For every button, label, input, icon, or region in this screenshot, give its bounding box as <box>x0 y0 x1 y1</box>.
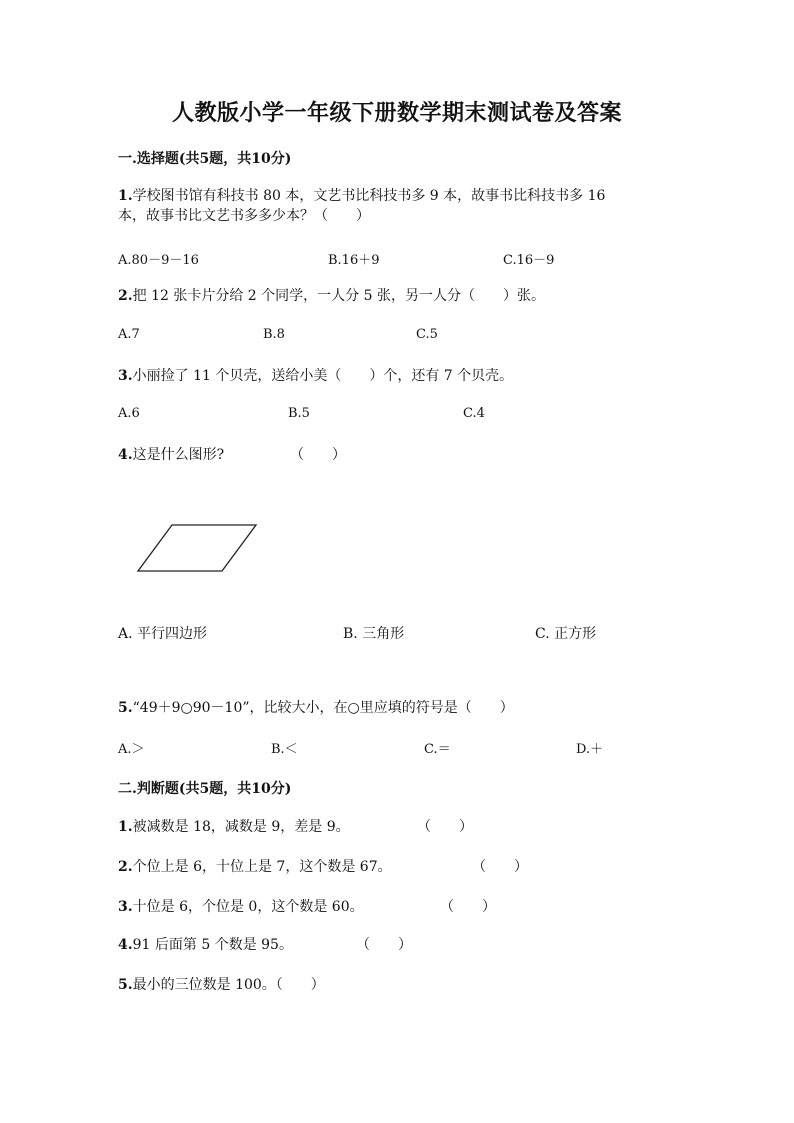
option-b: B.8 <box>263 327 285 342</box>
answer-paren: （ ） <box>440 899 496 915</box>
question-number: 2. <box>118 859 133 875</box>
question-text: 最小的三位数是 100。 <box>132 977 276 993</box>
question-number: 4. <box>118 937 133 953</box>
question-number: 2. <box>118 288 133 304</box>
option-a: A. 平行四边形 <box>118 626 208 642</box>
option-b: B.5 <box>288 406 310 421</box>
question-number: 4. <box>118 447 133 463</box>
question-5 <box>118 698 514 718</box>
option-a: A.＞ <box>118 742 145 757</box>
question-text: 小丽捡了 11 个贝壳，送给小美（ ）个，还有 7 个贝壳。 <box>132 368 514 384</box>
question-1-line1 <box>118 186 605 206</box>
question-text: 学校图书馆有科技书 80 本，文艺书比科技书多 9 本，故事书比科技书多 16 <box>132 188 606 204</box>
option-d: D.＋ <box>576 742 604 757</box>
question-text: “49＋9○90－10”，比较大小，在○里应填的符号是（ ） <box>132 700 514 716</box>
section-heading-choice: 一.选择题(共5题，共10分) <box>118 151 292 167</box>
judgement-item <box>118 935 293 955</box>
option-c: C.＝ <box>424 742 451 757</box>
option-b: B.16＋9 <box>328 253 380 268</box>
section-heading-judgement: 二.判断题(共5题，共10分) <box>118 781 292 797</box>
question-number: 3. <box>118 899 133 915</box>
parallelogram-shape <box>138 525 256 571</box>
judgement-item <box>118 897 364 917</box>
question-3 <box>118 366 513 386</box>
judgement-item <box>118 857 392 877</box>
question-text: 把 12 张卡片分给 2 个同学，一人分 5 张，另一人分（ ）张。 <box>132 288 545 304</box>
answer-paren: （ ） <box>472 859 528 875</box>
question-number: 1. <box>118 819 133 835</box>
question-text: 被减数是 18，减数是 9，差是 9。 <box>132 819 350 835</box>
option-c: C.16－9 <box>503 253 555 268</box>
option-a: A.80－9－16 <box>118 253 199 268</box>
answer-paren: （ ） <box>356 937 412 953</box>
answer-paren: （ ） <box>275 977 325 993</box>
question-4 <box>118 445 224 465</box>
option-b: B. 三角形 <box>343 626 405 642</box>
question-number: 1. <box>118 188 133 204</box>
option-c: C.5 <box>416 327 438 342</box>
question-text: 这是什么图形? <box>132 447 225 463</box>
question-text: 91 后面第 5 个数是 95。 <box>132 937 293 953</box>
question-1-line2: 本，故事书比文艺书多多少本？（ ） <box>118 208 370 224</box>
question-2 <box>118 286 545 306</box>
answer-paren: （ ） <box>417 819 473 835</box>
option-a: A.7 <box>118 327 140 342</box>
option-c: C. 正方形 <box>535 626 597 642</box>
answer-paren: （ ） <box>290 447 346 463</box>
parallelogram-figure <box>134 520 260 576</box>
option-c: C.4 <box>463 406 485 421</box>
question-number: 5. <box>118 977 133 993</box>
question-number: 5. <box>118 700 133 716</box>
question-text: 十位是 6，个位是 0，这个数是 60。 <box>132 899 364 915</box>
judgement-item <box>118 975 325 995</box>
judgement-item <box>118 817 350 837</box>
question-number: 3. <box>118 368 133 384</box>
page-title: 人教版小学一年级下册数学期末测试卷及答案 <box>171 100 622 126</box>
option-a: A.6 <box>118 406 140 421</box>
option-b: B.＜ <box>271 742 298 757</box>
question-text: 个位上是 6，十位上是 7，这个数是 67。 <box>132 859 392 875</box>
